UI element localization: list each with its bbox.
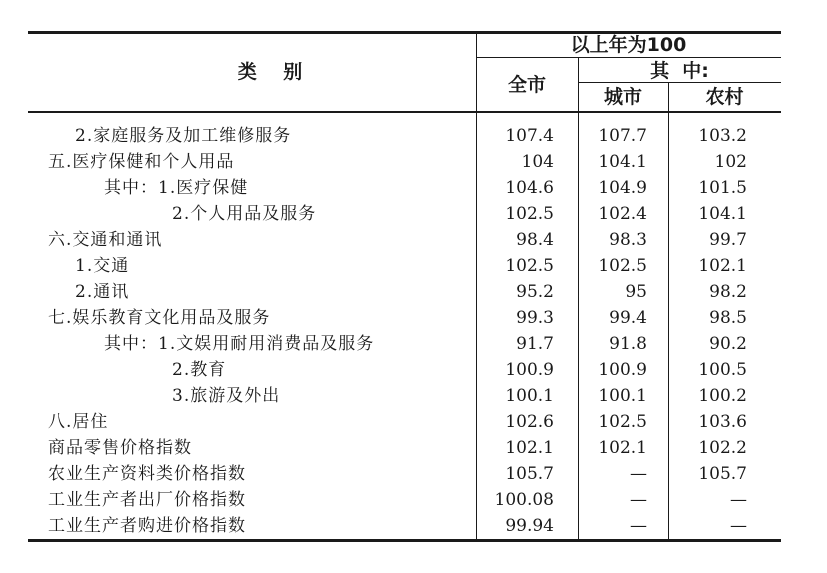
rural-value: 101.5 [698, 178, 747, 198]
row-label: 五.医疗保健和个人用品 [48, 152, 235, 172]
row-label: 工业生产者购进价格指数 [48, 516, 246, 536]
row-label: 2.个人用品及服务 [172, 204, 317, 224]
among-header: 其 中: [650, 60, 709, 82]
row-label: 八.居住 [48, 412, 109, 432]
whole-city-value: 102.5 [505, 256, 554, 276]
whole-city-value: 95.2 [516, 282, 554, 302]
table-row [0, 305, 827, 331]
row-label: 七.娱乐教育文化用品及服务 [48, 308, 271, 328]
whole-city-value: 98.4 [516, 230, 554, 250]
table-row [0, 201, 827, 227]
urban-value: 99.4 [609, 308, 647, 328]
row-label: 3.旅游及外出 [172, 386, 281, 406]
urban-value: 102.5 [598, 256, 647, 276]
whole-city-value: 104.6 [505, 178, 554, 198]
among-underline [578, 82, 781, 83]
rural-value: 102.1 [698, 256, 747, 276]
rural-value: 100.5 [698, 360, 747, 380]
rural-value: — [730, 490, 747, 510]
whole-city-value: 100.1 [505, 386, 554, 406]
base-year-header: 以上年为100 [570, 34, 687, 56]
row-label: 2.家庭服务及加工维修服务 [75, 126, 292, 146]
table-row [0, 253, 827, 279]
table-row [0, 409, 827, 435]
whole-city-value: 99.3 [516, 308, 554, 328]
rural-value: 103.6 [698, 412, 747, 432]
whole-city-header: 全市 [507, 74, 546, 96]
row-label: 六.交通和通讯 [48, 230, 163, 250]
whole-city-value: 107.4 [505, 126, 554, 146]
urban-value: 98.3 [609, 230, 647, 250]
urban-value: — [630, 516, 647, 536]
table-row [0, 487, 827, 513]
rural-value: 103.2 [698, 126, 747, 146]
row-label: 其中：1.文娱用耐用消费品及服务 [104, 334, 375, 354]
table-row [0, 357, 827, 383]
table-row [0, 279, 827, 305]
whole-city-value: 102.6 [505, 412, 554, 432]
table-row [0, 513, 827, 539]
whole-city-value: 104 [521, 152, 554, 172]
rural-header: 农村 [705, 86, 744, 108]
urban-value: 104.9 [598, 178, 647, 198]
whole-city-value: 91.7 [516, 334, 554, 354]
table-row [0, 227, 827, 253]
rural-value: 98.2 [709, 282, 747, 302]
whole-city-value: 100.08 [494, 490, 554, 510]
base-underline [476, 57, 781, 58]
rural-value: 102 [714, 152, 747, 172]
table-row [0, 175, 827, 201]
rural-value: — [730, 516, 747, 536]
table-row [0, 149, 827, 175]
table-row [0, 383, 827, 409]
table-row [0, 331, 827, 357]
row-label: 2.教育 [172, 360, 227, 380]
whole-city-value: 100.9 [505, 360, 554, 380]
row-label: 2.通讯 [75, 282, 130, 302]
urban-value: 100.9 [598, 360, 647, 380]
rural-value: 102.2 [698, 438, 747, 458]
row-label: 农业生产资料类价格指数 [48, 464, 246, 484]
row-label: 商品零售价格指数 [48, 438, 192, 458]
table-row [0, 461, 827, 487]
whole-city-value: 102.5 [505, 204, 554, 224]
urban-value: 91.8 [609, 334, 647, 354]
urban-header: 城市 [603, 86, 642, 108]
row-label: 其中：1.医疗保健 [104, 178, 249, 198]
urban-value: 102.4 [598, 204, 647, 224]
rural-value: 105.7 [698, 464, 747, 484]
urban-value: — [630, 464, 647, 484]
rural-value: 98.5 [709, 308, 747, 328]
urban-value: 95 [625, 282, 647, 302]
urban-value: 102.1 [598, 438, 647, 458]
table-row [0, 435, 827, 461]
rural-value: 104.1 [698, 204, 747, 224]
urban-value: 100.1 [598, 386, 647, 406]
row-label: 1.交通 [75, 256, 130, 276]
rural-value: 99.7 [709, 230, 747, 250]
whole-city-value: 99.94 [505, 516, 554, 536]
category-header: 类 别 [237, 61, 303, 83]
row-label: 工业生产者出厂价格指数 [48, 490, 246, 510]
rural-value: 100.2 [698, 386, 747, 406]
urban-value: — [630, 490, 647, 510]
table-row [0, 123, 827, 149]
whole-city-value: 105.7 [505, 464, 554, 484]
whole-city-value: 102.1 [505, 438, 554, 458]
rural-value: 90.2 [709, 334, 747, 354]
urban-value: 104.1 [598, 152, 647, 172]
urban-value: 107.7 [598, 126, 647, 146]
urban-value: 102.5 [598, 412, 647, 432]
